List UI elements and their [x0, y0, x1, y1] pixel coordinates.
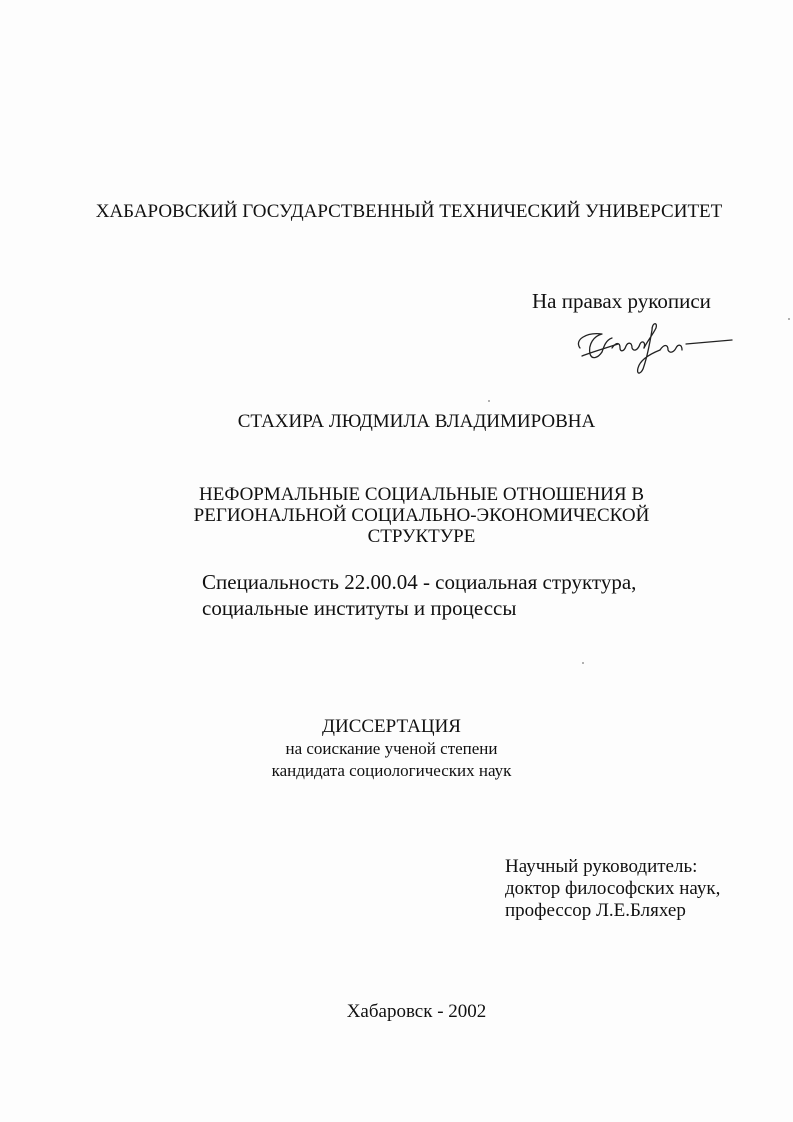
degree-line: на соискание ученой степени: [285, 739, 498, 758]
degree-description: [0, 738, 783, 782]
scan-speck: [582, 662, 584, 664]
city-year: Хабаровск - 2002: [346, 1001, 487, 1022]
signature-image: [572, 318, 737, 380]
university-name: ХАБАРОВСКИЙ ГОСУДАРСТВЕННЫЙ ТЕХНИЧЕСКИЙ УНИВЕРСИТЕТ: [95, 201, 723, 222]
supervisor-line: Научный руководитель:: [505, 856, 698, 877]
specialty-block: [202, 569, 636, 621]
manuscript-note: На правах рукописи: [532, 289, 711, 313]
supervisor-line: доктор философских наук,: [505, 878, 721, 899]
scan-speck: [488, 400, 490, 402]
supervisor-block: [505, 856, 720, 922]
scan-speck: [788, 318, 790, 320]
specialty-line: Специальность 22.00.04 - социальная структура,: [202, 570, 637, 594]
title-line: РЕГИОНАЛЬНОЙ СОЦИАЛЬНО-ЭКОНОМИЧЕСКОЙ: [193, 505, 650, 526]
title-line: НЕФОРМАЛЬНЫЕ СОЦИАЛЬНЫЕ ОТНОШЕНИЯ В: [199, 484, 644, 505]
title-line: СТРУКТУРЕ: [367, 526, 476, 547]
supervisor-line: профессор Л.Е.Бляхер: [505, 900, 686, 921]
specialty-line: социальные институты и процессы: [202, 596, 517, 620]
author-name: СТАХИРА ЛЮДМИЛА ВЛАДИМИРОВНА: [237, 411, 596, 432]
dissertation-heading: ДИССЕРТАЦИЯ: [322, 716, 461, 737]
dissertation-title: [5, 484, 793, 547]
degree-line: кандидата социологических наук: [271, 761, 512, 780]
